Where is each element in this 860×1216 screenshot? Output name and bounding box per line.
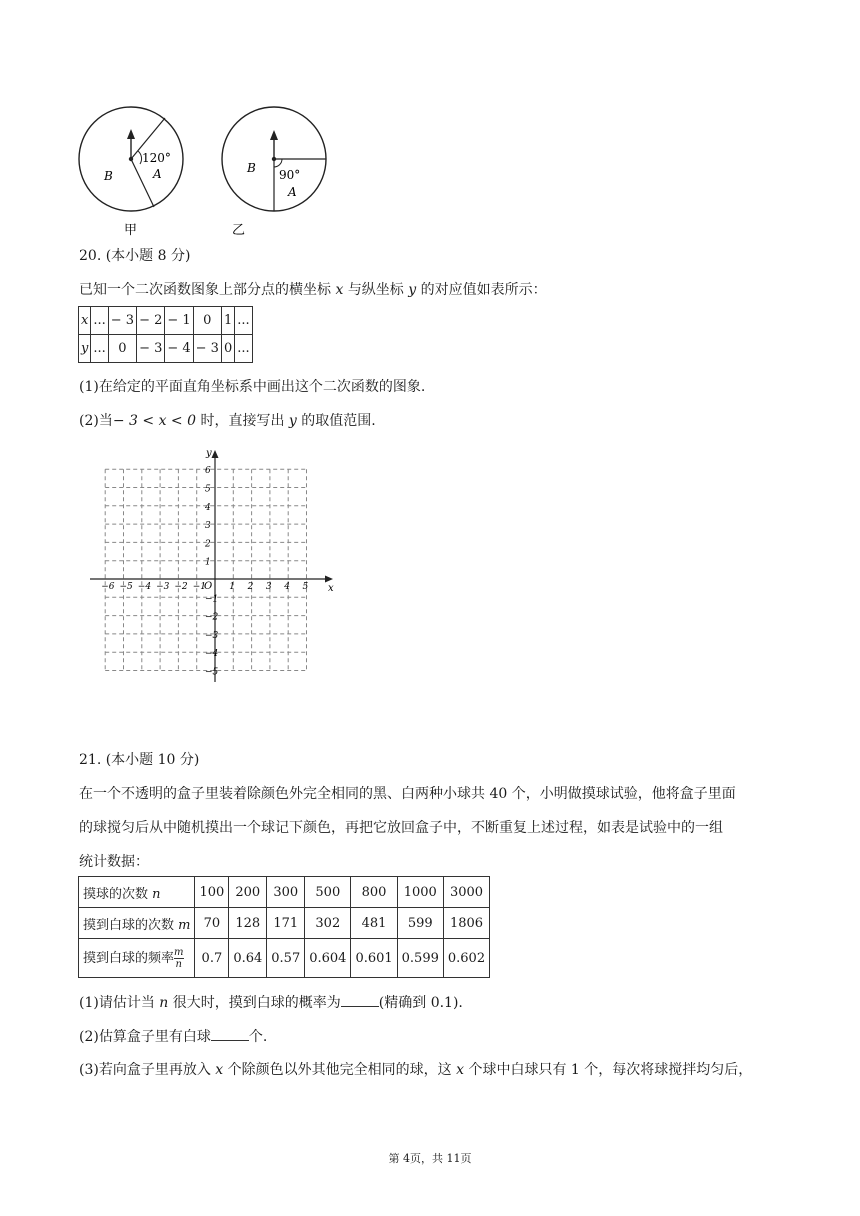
row-label-var: n: [152, 886, 161, 902]
answer-blank[interactable]: [341, 992, 379, 1007]
spinner-yi: [222, 107, 326, 238]
x-tick-label: −1: [192, 582, 206, 592]
q20-x-row: [79, 307, 253, 335]
table-cell: − 4: [165, 335, 193, 363]
q21-heading: 21. (本小题 10 分): [79, 752, 200, 768]
x-tick-label: 4: [284, 582, 290, 592]
y-tick-label: 2: [205, 539, 211, 550]
q20-intro-post: 的对应值如表所示：: [420, 282, 547, 298]
q20-part2-post: 的取值范围.: [301, 413, 376, 429]
table-cell: ...: [235, 335, 252, 363]
q21-part1-pre: (1)请估计当: [79, 995, 155, 1011]
row-label-var: m: [178, 917, 191, 933]
table-cell: 200: [229, 877, 267, 908]
table-cell: 0: [221, 335, 234, 363]
table-cell: ...: [91, 307, 108, 335]
fraction-numerator: m: [174, 946, 184, 958]
table-row-label: [79, 939, 195, 978]
sector-b-jia: B: [104, 169, 113, 183]
table-cell: ...: [91, 335, 108, 363]
q20-part1: (1)在给定的平面直角坐标系中画出这个二次函数的图象.: [79, 379, 426, 395]
q21-part1-n: n: [159, 995, 169, 1011]
row-label-text: 摸球的次数: [83, 886, 149, 902]
q21-part3-pre: (3)若向盒子里再放入: [79, 1062, 211, 1078]
answer-blank[interactable]: [211, 1026, 249, 1041]
spinner-figures: [70, 100, 340, 240]
table-cell: 70: [195, 908, 229, 939]
q21-row-n: [79, 877, 490, 908]
table-cell: − 3: [137, 335, 165, 363]
table-cell: x: [79, 307, 91, 335]
table-cell: 0.604: [305, 939, 351, 978]
table-cell: 128: [229, 908, 267, 939]
q21-part2-post: 个.: [248, 1029, 268, 1045]
table-cell: 302: [305, 908, 351, 939]
q20-part2-pre: (2)当: [79, 413, 113, 429]
fraction-denominator: n: [175, 958, 182, 970]
x-tick-label: 5: [302, 582, 309, 592]
sector-a-yi: A: [288, 185, 297, 199]
table-cell: 481: [351, 908, 397, 939]
table-cell: 0: [193, 307, 221, 335]
table-cell: ...: [235, 307, 252, 335]
spinner-jia: [79, 107, 183, 238]
y-tick-label: 3: [205, 521, 211, 532]
q21-row-freq: [79, 939, 490, 978]
table-cell: 800: [351, 877, 397, 908]
table-cell: 0.64: [229, 939, 267, 978]
caption-jia: 甲: [124, 223, 138, 238]
table-cell: 0: [108, 335, 136, 363]
table-cell: 3000: [443, 877, 489, 908]
q20-intro: [79, 280, 547, 300]
x-tick-label: 1: [229, 582, 236, 592]
table-row-label: [79, 908, 195, 939]
q20-part2-mid: 时，直接写出: [200, 413, 285, 429]
y-tick-label: 1: [205, 557, 211, 568]
sector-a-jia: A: [153, 167, 162, 181]
q20-y-row: [79, 335, 253, 363]
q20-part2-y: y: [288, 413, 297, 429]
x-tick-label: −6: [101, 582, 115, 592]
y-tick-label: −5: [205, 667, 219, 678]
table-cell: 0.601: [351, 939, 397, 978]
x-tick-label: 3: [265, 582, 272, 592]
sector-b-yi: B: [247, 161, 256, 175]
q21-data-table: [78, 876, 490, 978]
x-tick-label: −5: [119, 582, 133, 592]
y-tick-label: −2: [205, 612, 219, 623]
q21-part1-mid: 很大时，摸到白球的概率为: [172, 995, 341, 1011]
angle-label-jia: 120°: [142, 151, 171, 165]
y-tick-label: −3: [205, 630, 219, 641]
table-cell: 1: [221, 307, 234, 335]
y-tick-label: −4: [205, 649, 219, 660]
coordinate-grid: [85, 445, 345, 690]
table-cell: 0.599: [397, 939, 443, 978]
y-tick-label: −1: [205, 594, 219, 605]
y-tick-label: 4: [205, 502, 211, 513]
q21-para-line2: 的球搅匀后从中随机摸出一个球记下颜色，再把它放回盒子中，不断重复上述过程，如表是试验中的一组: [79, 820, 723, 836]
q20-heading: 20. (本小题 8 分): [79, 248, 191, 264]
q21-part2: [79, 1026, 267, 1047]
x-axis-arrow: [325, 576, 333, 583]
table-cell: 300: [267, 877, 305, 908]
x-tick-label: −3: [156, 582, 170, 592]
x-tick-label: 2: [247, 582, 254, 592]
y-tick-label: 6: [205, 466, 211, 477]
table-cell: 599: [397, 908, 443, 939]
q20-part2-cond: − 3 < x < 0: [112, 413, 196, 429]
x-axis-label: x: [328, 583, 334, 594]
table-cell: − 3: [193, 335, 221, 363]
q21-para-line3: 统计数据：: [79, 854, 149, 870]
q21-part3-post: 个球中白球只有 1 个，每次将球搅拌均匀后，: [468, 1062, 753, 1078]
table-cell: − 3: [108, 307, 136, 335]
y-tick-label: 5: [205, 484, 211, 495]
q21-part1: [79, 992, 463, 1013]
row-label-text: 摸到白球的频率: [83, 950, 175, 966]
table-cell: 100: [195, 877, 229, 908]
q21-para-line1: 在一个不透明的盒子里装着除颜色外完全相同的黑、白两种小球共 40 个，小明做摸球试验，他将盒子里面: [79, 786, 736, 802]
caption-yi: 乙: [232, 223, 246, 238]
table-cell: − 1: [165, 307, 193, 335]
y-axis-arrow: [212, 450, 219, 458]
q20-intro-y: y: [408, 282, 417, 298]
y-axis-label: y: [206, 448, 212, 459]
table-cell: 0.57: [267, 939, 305, 978]
q21-part3-mid1: 个除颜色以外其他完全相同的球，这: [227, 1062, 452, 1078]
table-row-label: [79, 877, 195, 908]
q21-part3-x2: x: [456, 1062, 465, 1078]
q21-row-m: [79, 908, 490, 939]
table-cell: 1000: [397, 877, 443, 908]
q20-intro-pre: 已知一个二次函数图象上部分点的横坐标: [79, 282, 331, 298]
table-cell: 500: [305, 877, 351, 908]
angle-label-yi: 90°: [279, 168, 301, 182]
page-footer: 第 4页，共 11页: [388, 1152, 472, 1165]
q21-part1-post: (精确到 0.1).: [378, 995, 463, 1011]
fraction-m-over-n: [174, 947, 183, 970]
table-cell: 1806: [443, 908, 489, 939]
table-cell: 0.7: [195, 939, 229, 978]
q21-part3: [79, 1060, 752, 1080]
q20-part2: [79, 411, 376, 431]
q21-part2-pre: (2)估算盒子里有白球: [79, 1029, 211, 1045]
q20-value-table: [78, 306, 253, 363]
q21-part3-x1: x: [215, 1062, 224, 1078]
origin-label: O: [204, 581, 213, 592]
table-cell: y: [79, 335, 91, 363]
q20-intro-mid: 与纵坐标: [347, 282, 404, 298]
row-label-text: 摸到白球的次数: [83, 917, 175, 933]
table-cell: 171: [267, 908, 305, 939]
table-cell: 0.602: [443, 939, 489, 978]
q20-intro-x: x: [335, 282, 344, 298]
x-tick-label: −2: [174, 582, 188, 592]
table-cell: − 2: [137, 307, 165, 335]
x-tick-label: −4: [137, 582, 152, 592]
